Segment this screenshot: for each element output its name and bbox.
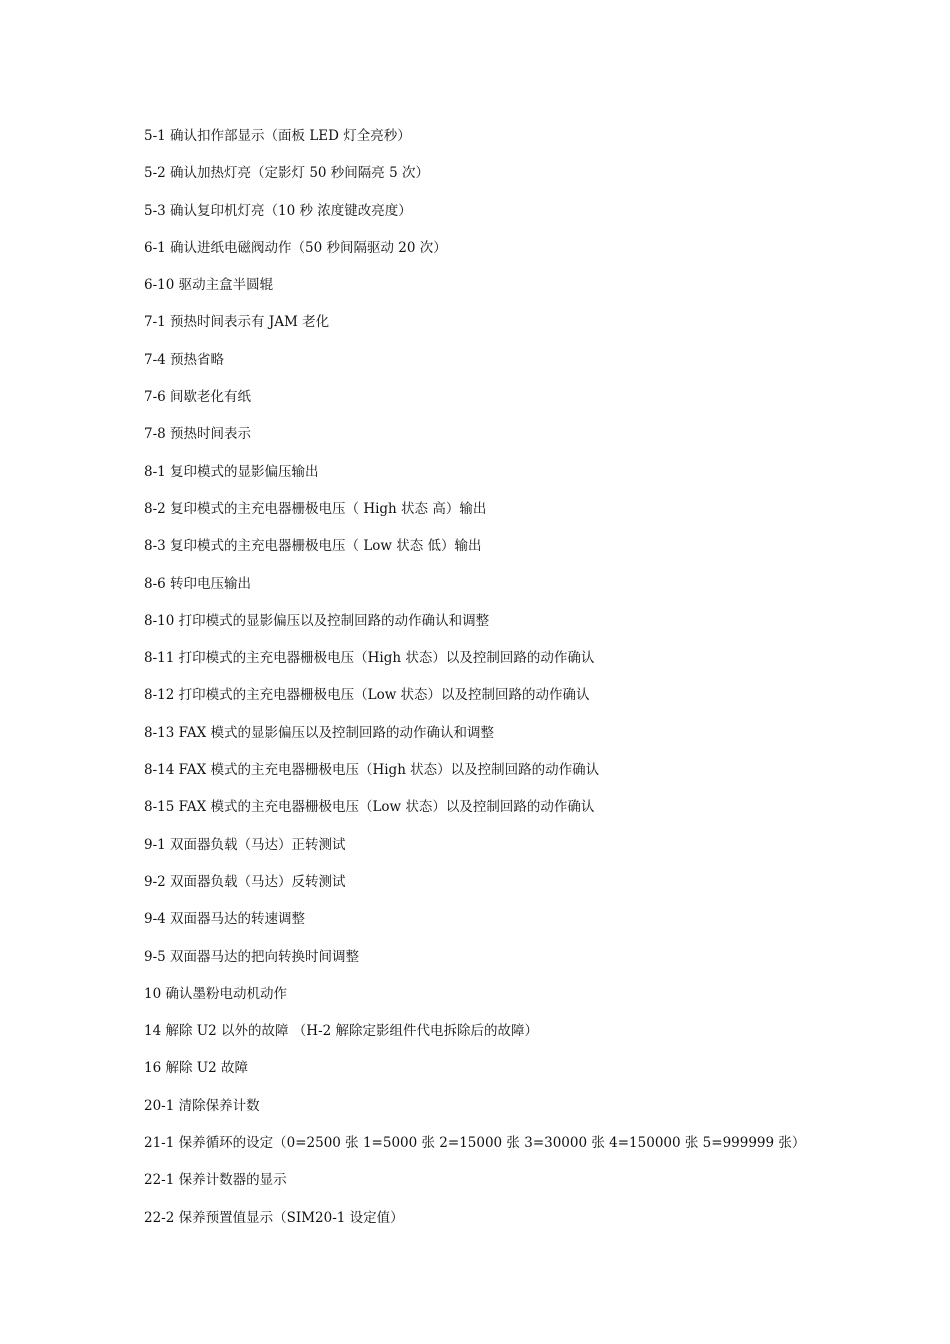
list-item: 7-1 预热时间表示有 JAM 老化	[144, 314, 330, 331]
list-item: 8-12 打印模式的主充电器栅极电压（Low 状态）以及控制回路的动作确认	[144, 687, 590, 704]
list-item: 8-6 转印电压输出	[144, 575, 252, 592]
list-item: 8-1 复印模式的显影偏压输出	[144, 463, 319, 480]
simulation-code-list	[144, 126, 924, 1245]
list-item: 10 确认墨粉电动机动作	[144, 985, 287, 1002]
list-item: 8-3 复印模式的主充电器栅极电压（ Low 状态 低）输出	[144, 538, 482, 555]
list-item: 6-10 驱动主盒半圆辊	[144, 277, 274, 294]
list-item: 8-14 FAX 模式的主充电器栅极电压（High 状态）以及控制回路的动作确认	[144, 762, 600, 779]
list-item: 9-4 双面器马达的转速调整	[144, 911, 306, 928]
list-item: 9-1 双面器负载（马达）正转测试	[144, 836, 346, 853]
list-item: 16 解除 U2 故障	[144, 1060, 249, 1077]
list-item: 7-4 预热省略	[144, 351, 225, 368]
list-item: 6-1 确认进纸电磁阀动作（50 秒间隔驱动 20 次）	[144, 239, 447, 256]
list-item: 8-10 打印模式的显影偏压以及控制回路的动作确认和调整	[144, 612, 490, 629]
list-item: 7-8 预热时间表示	[144, 426, 252, 443]
list-item: 22-1 保养计数器的显示	[144, 1172, 287, 1189]
list-item: 8-15 FAX 模式的主充电器栅极电压（Low 状态）以及控制回路的动作确认	[144, 799, 595, 816]
list-item: 22-2 保养预置值显示（SIM20-1 设定值）	[144, 1209, 404, 1226]
list-item: 21-1 保养循环的设定（0=2500 张 1=5000 张 2=15000 张 3=30000 张 4=150000 张 5=999999 张）	[144, 1135, 806, 1152]
list-item: 8-2 复印模式的主充电器栅极电压（ High 状态 高）输出	[144, 500, 487, 517]
list-item: 5-1 确认扣作部显示（面板 LED 灯全亮秒）	[144, 128, 411, 144]
list-item: 14 解除 U2 以外的故障 （H-2 解除定影组件代电拆除后的故障）	[144, 1023, 539, 1040]
list-item: 5-2 确认加热灯亮（定影灯 50 秒间隔亮 5 次）	[144, 165, 429, 182]
list-item: 8-13 FAX 模式的显影偏压以及控制回路的动作确认和调整	[144, 724, 494, 741]
list-item: 9-5 双面器马达的把向转换时间调整	[144, 948, 360, 965]
list-item: 5-3 确认复印机灯亮（10 秒 浓度键改亮度）	[144, 202, 412, 219]
list-item: 7-6 间歇老化有纸	[144, 389, 252, 406]
list-item: 20-1 清除保养计数	[144, 1097, 260, 1114]
list-item: 9-2 双面器负载（马达）反转测试	[144, 873, 346, 890]
list-item: 8-11 打印模式的主充电器栅极电压（High 状态）以及控制回路的动作确认	[144, 650, 595, 667]
